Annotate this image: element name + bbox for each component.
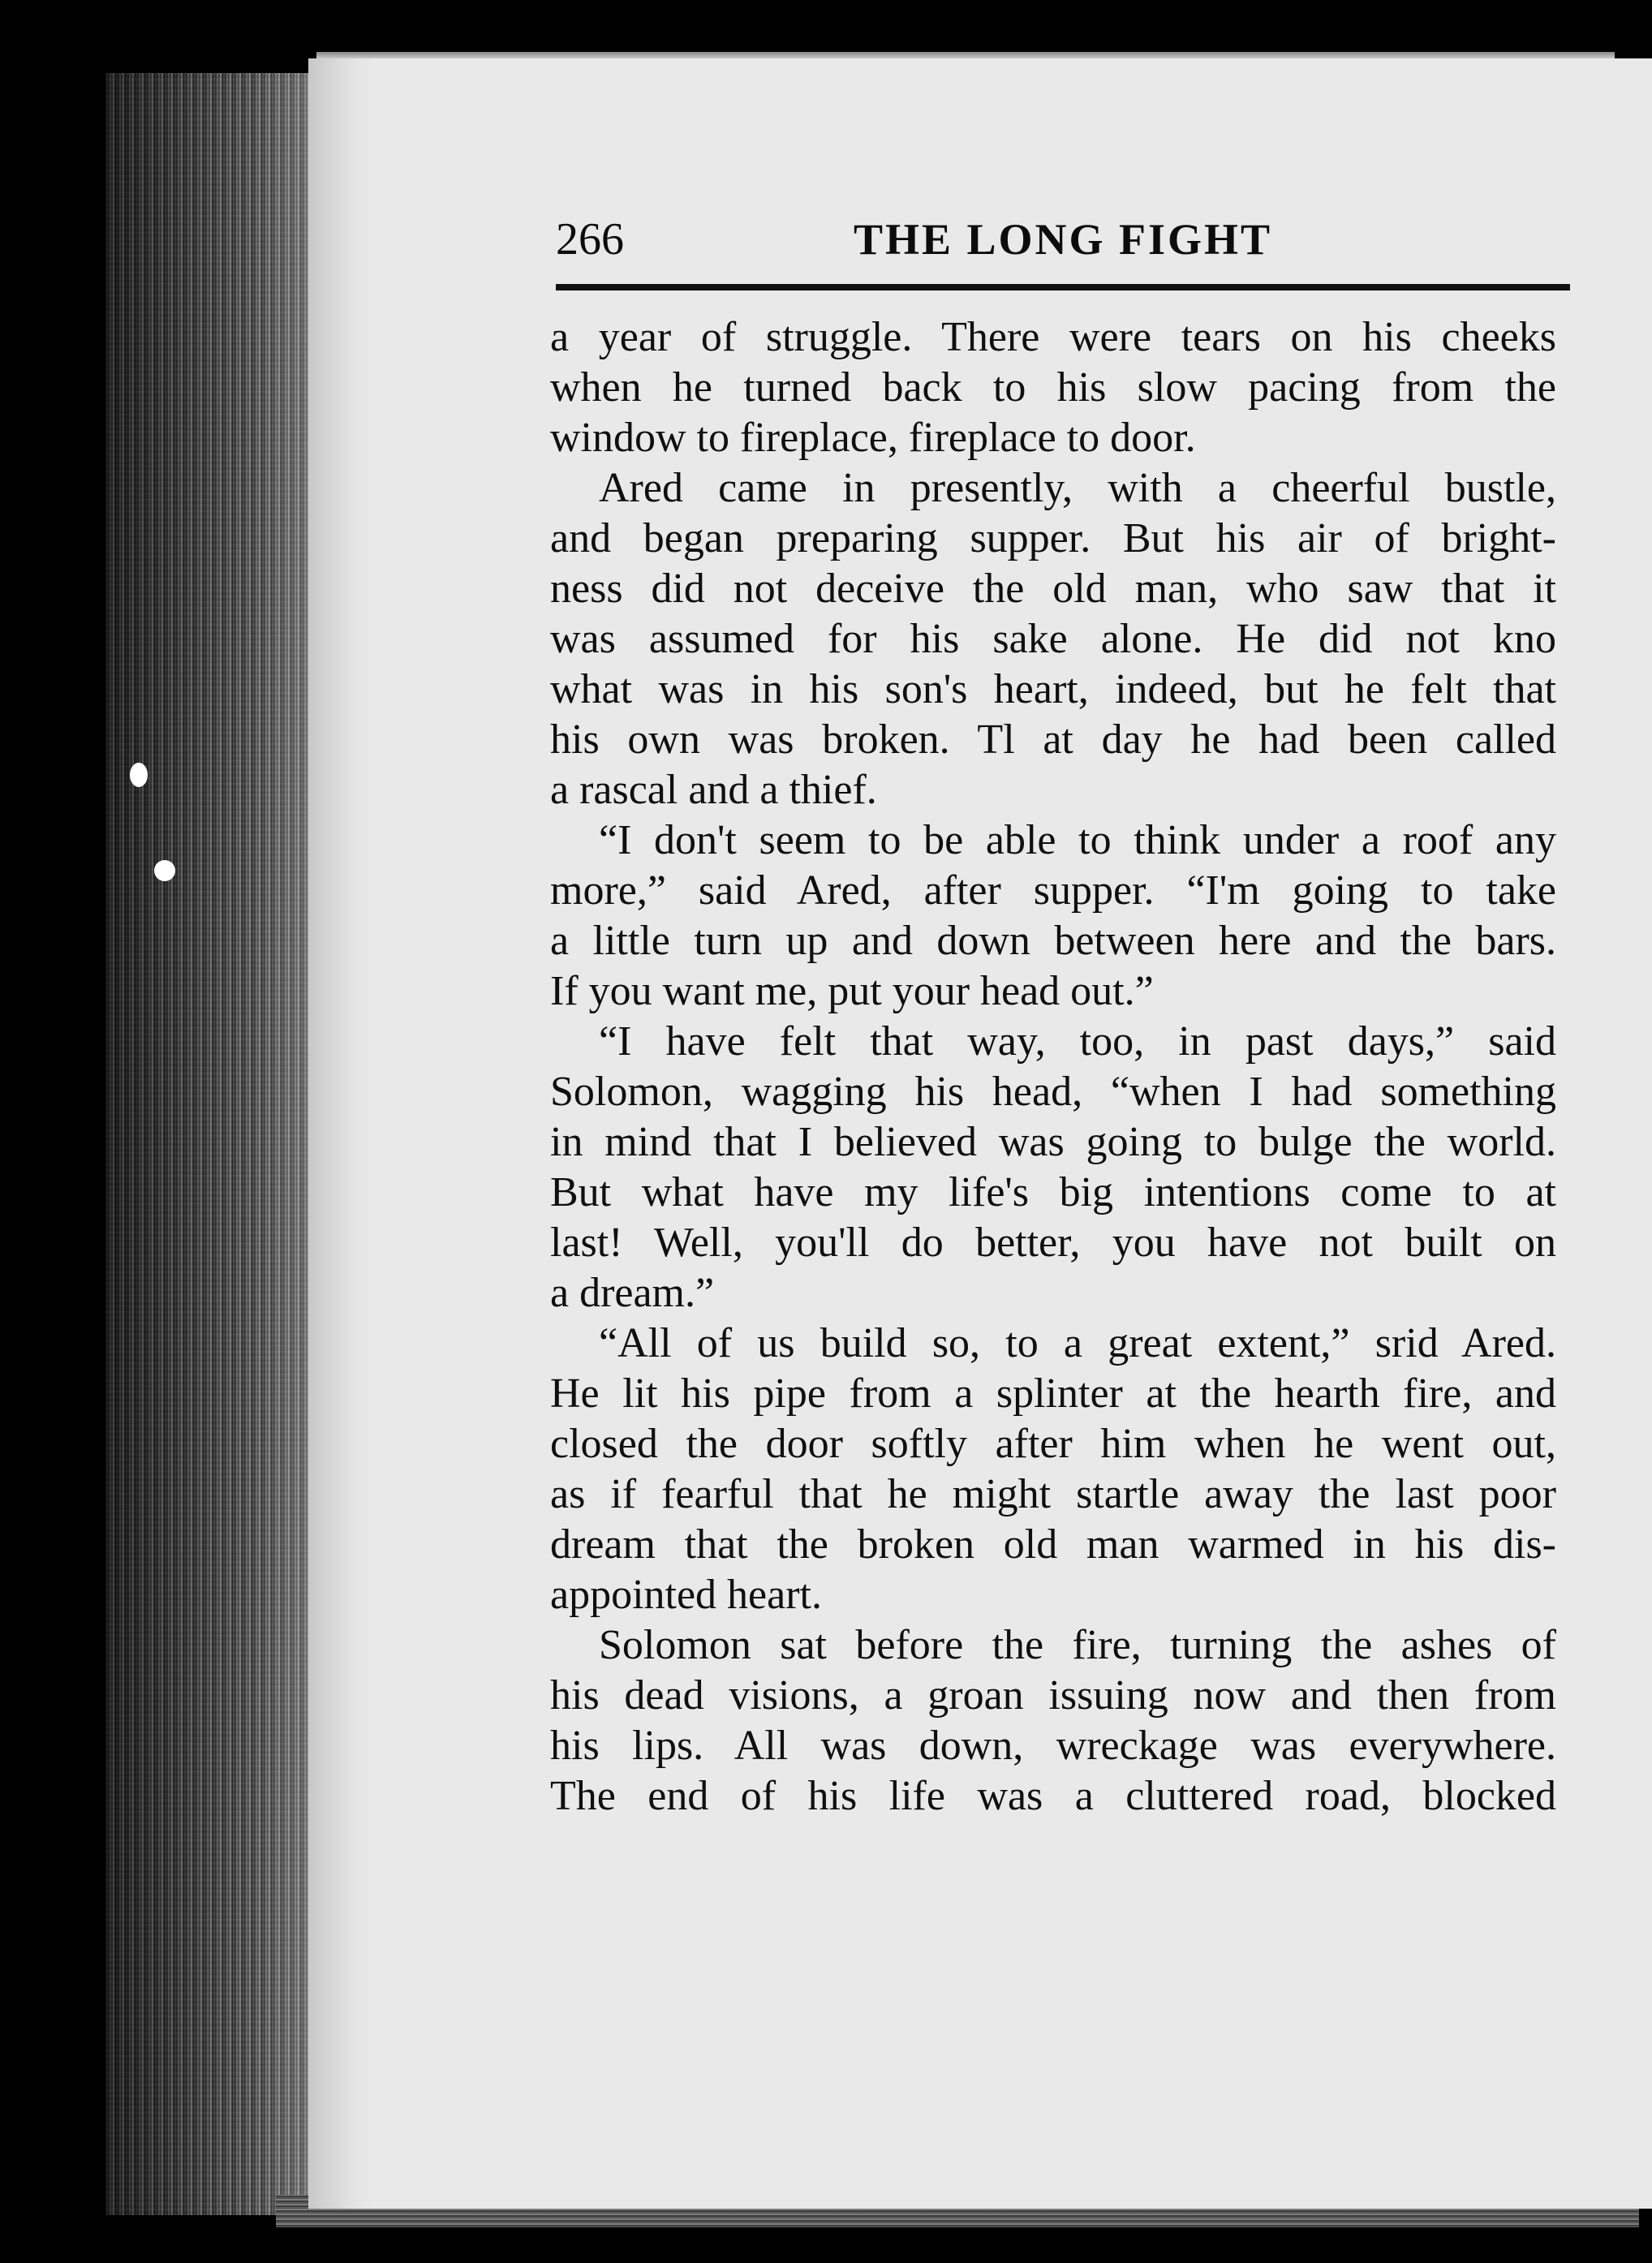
text-line: last! Well, you'll do better, you have not built on [550, 1220, 1556, 1266]
text-line: ness did not deceive the old man, who saw that it [550, 566, 1556, 612]
text-line: his own was broken. Tl at day he had been called [550, 716, 1556, 763]
header-rule [556, 284, 1570, 290]
text-line: appointed heart. [550, 1572, 822, 1618]
text-line: and began preparing supper. But his air of bright- [550, 515, 1556, 561]
scan-speck [154, 860, 175, 881]
text-line: But what have my life's big intentions come to at [550, 1169, 1556, 1215]
text-line: more,” said Ared, after supper. “I'm going to take [550, 867, 1556, 914]
body-text [550, 312, 1556, 1822]
text-line: Solomon, wagging his head, “when I had something [550, 1069, 1556, 1115]
running-header [556, 207, 1570, 272]
running-head-title: THE LONG FIGHT [853, 215, 1273, 264]
text-line: Solomon sat before the fire, turning the ashes of [599, 1622, 1556, 1668]
text-line: his dead visions, a groan issuing now and then from [550, 1672, 1556, 1719]
text-line: what was in his son's heart, indeed, but he felt that [550, 666, 1556, 712]
text-line: “I don't seem to be able to think under a roof any [599, 817, 1556, 863]
text-line: when he turned back to his slow pacing from the [550, 364, 1556, 411]
text-line: The end of his life was a cluttered road, blocked [550, 1773, 1556, 1819]
text-line: as if fearful that he might startle away the last poor [550, 1471, 1556, 1517]
text-line: closed the door softly after him when he went out, [550, 1421, 1556, 1467]
text-line: his lips. All was down, wreckage was everywhere. [550, 1723, 1556, 1769]
text-line: in mind that I believed was going to bulge the world. [550, 1119, 1556, 1165]
text-line: a rascal and a thief. [550, 767, 877, 813]
text-line: dream that the broken old man warmed in his dis- [550, 1521, 1556, 1568]
text-line: Ared came in presently, with a cheerful bustle, [599, 465, 1556, 511]
text-line: a dream.” [550, 1270, 715, 1316]
text-line: If you want me, put your head out.” [550, 968, 1154, 1014]
scan-speck [130, 763, 148, 787]
page-number: 266 [556, 214, 624, 265]
text-line: window to fireplace, fireplace to door. [550, 415, 1196, 461]
gutter-shadow [308, 58, 373, 2209]
text-line: “All of us build so, to a great extent,” srid Ared. [599, 1320, 1556, 1366]
text-line: a little turn up and down between here and the bars. [550, 918, 1556, 964]
text-line: He lit his pipe from a splinter at the hearth fire, and [550, 1370, 1556, 1417]
text-line: was assumed for his sake alone. He did not kno [550, 616, 1556, 662]
text-line: “I have felt that way, too, in past days,” said [599, 1018, 1556, 1065]
text-line: a year of struggle. There were tears on his cheeks [550, 314, 1556, 360]
